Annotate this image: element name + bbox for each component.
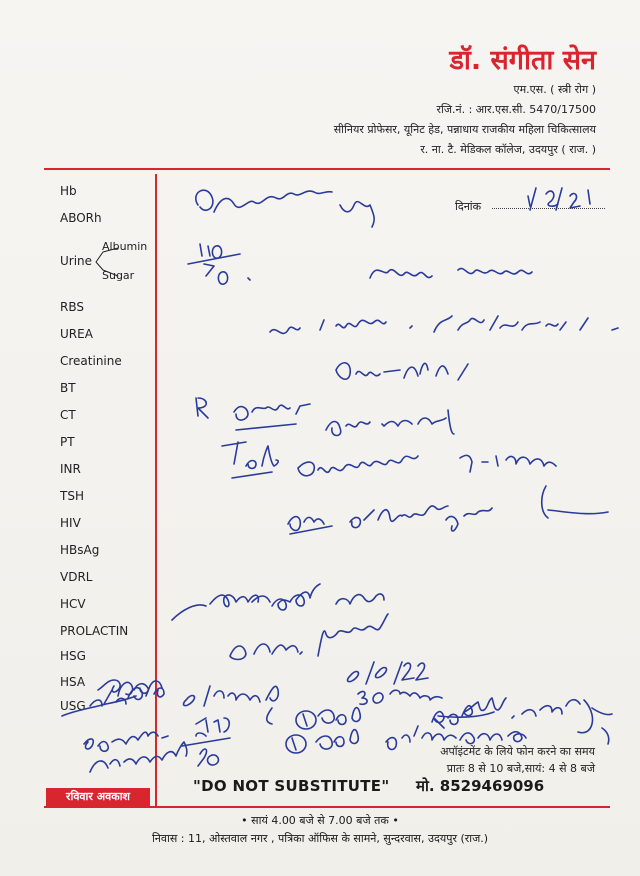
test-hsg: HSG <box>60 649 86 663</box>
test-ct: CT <box>60 408 76 422</box>
residence-address: निवास : 11, ओस्तवाल नगर , पत्रिका ऑफिस के सामने, सुन्दरवास, उदयपुर (राज.) <box>151 832 489 845</box>
test-hb: Hb <box>60 184 77 198</box>
test-inr: INR <box>60 462 81 476</box>
appointment-time-label: अपॉइंटमेंट के लिये फोन करने का समय <box>440 745 595 758</box>
test-tsh: TSH <box>60 489 84 503</box>
test-hbsag: HBsAg <box>60 543 100 557</box>
test-rbs: RBS <box>60 300 84 314</box>
test-hiv: HIV <box>60 516 81 530</box>
evening-hours: • सायं 4.00 बजे से 7.00 बजे तक • <box>241 814 399 827</box>
test-prolactin: PROLACTIN <box>60 624 129 638</box>
registration-number: रजि.नं. : आर.एस.सी. 5470/17500 <box>436 103 596 116</box>
test-creatinine: Creatinine <box>60 354 122 368</box>
doctor-designation: सीनियर प्रोफेसर, यूनिट हेड, पन्नाधाय राजकीय महिला चिकित्सालय <box>333 123 596 136</box>
college-name: र. ना. टै. मेडिकल कॉलेज, उदयपुर ( राज. ) <box>420 143 596 156</box>
test-pt: PT <box>60 435 75 449</box>
sunday-closed-badge: रविवार अवकाश <box>46 788 150 806</box>
test-urine-albumin: Albumin <box>102 240 148 253</box>
appointment-hours: प्रातः 8 से 10 बजे,सायं: 4 से 8 बजे <box>446 762 595 775</box>
do-not-substitute: "DO NOT SUBSTITUTE" <box>193 777 390 795</box>
phone-number: मो. 8529469096 <box>416 777 545 795</box>
test-urine: Urine <box>60 254 93 268</box>
test-hsa: HSA <box>60 675 86 689</box>
doctor-qualification: एम.एस. ( स्त्री रोग ) <box>513 83 596 96</box>
test-hcv: HCV <box>60 597 86 611</box>
test-vdrl: VDRL <box>60 570 93 584</box>
test-urine-sugar: Sugar <box>102 269 135 282</box>
test-aborh: ABORh <box>60 211 102 225</box>
date-label: दिनांक <box>455 200 482 213</box>
test-urea: UREA <box>60 327 93 341</box>
test-usg: USG <box>60 699 86 713</box>
test-bt: BT <box>60 381 76 395</box>
doctor-name: डॉ. संगीता सेन <box>449 45 596 76</box>
